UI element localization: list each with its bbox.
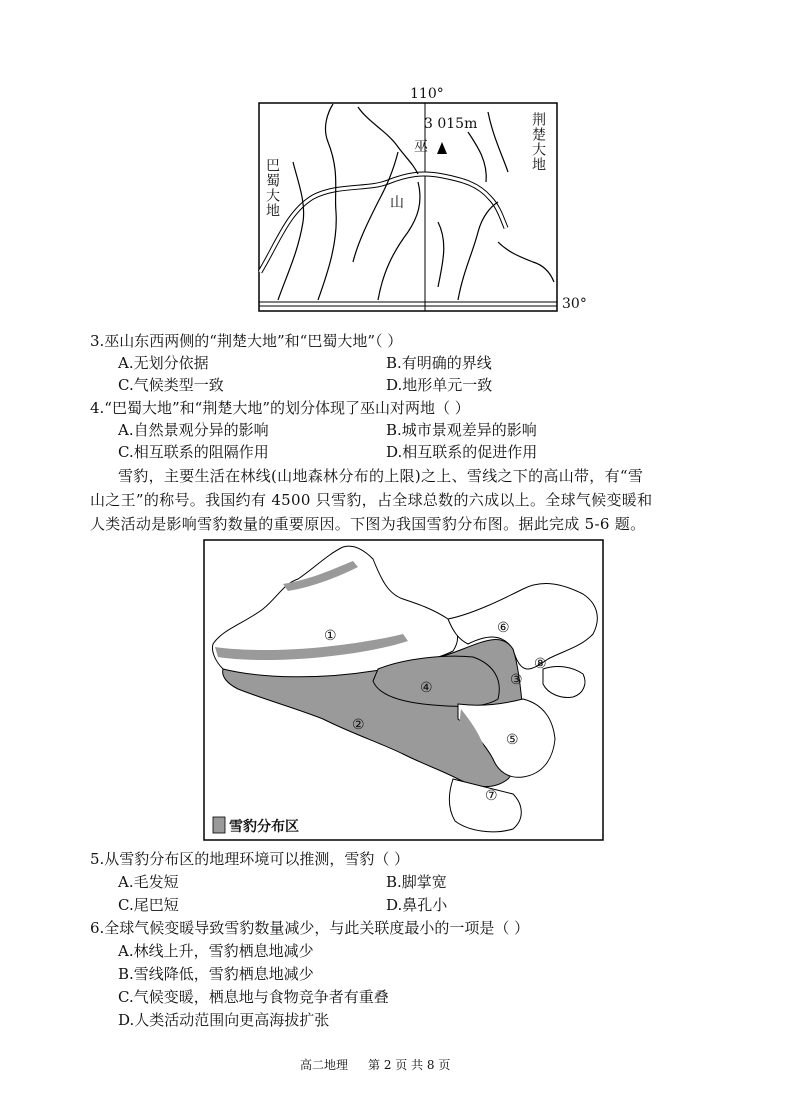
region-8-label: ⑧ xyxy=(534,656,547,672)
shan-label: 山 xyxy=(390,195,404,211)
region-2-label: ② xyxy=(352,717,365,733)
region-5-label: ⑤ xyxy=(506,732,519,748)
peak-marker-icon xyxy=(437,142,447,154)
region-1-label: ① xyxy=(324,628,337,644)
legend-label: 雪豹分布区 xyxy=(229,819,299,835)
question-3-option-a[interactable]: A.无划分依据 xyxy=(118,354,209,372)
footer-page-number: 第 2 页 共 8 页 xyxy=(368,1058,451,1072)
question-3-option-c[interactable]: C.气候类型一致 xyxy=(118,376,224,394)
question-4-option-d[interactable]: D.相互联系的促进作用 xyxy=(386,443,538,461)
question-5-option-b[interactable]: B.脚掌宽 xyxy=(386,873,447,891)
question-6-option-a[interactable]: A.林线上升，雪豹栖息地减少 xyxy=(118,942,314,960)
wushan-map-drawing xyxy=(258,102,558,312)
passage-line-3: 人类活动是影响雪豹数量的重要原因。下图为我国雪豹分布图。据此完成 5-6 题。 xyxy=(90,515,646,533)
question-4-option-b[interactable]: B.城市景观差异的影响 xyxy=(386,421,537,439)
right-region-label: 荆楚大地 xyxy=(530,112,546,172)
question-5-option-c[interactable]: C.尾巴短 xyxy=(118,896,179,914)
region-6-label: ⑥ xyxy=(497,620,510,636)
snow-leopard-map-drawing xyxy=(203,539,604,841)
question-5-stem: 5.从雪豹分布区的地理环境可以推测，雪豹（ ） xyxy=(90,850,410,868)
region-3-label: ③ xyxy=(510,672,523,688)
question-4-stem: 4.“巴蜀大地”和“荆楚大地”的划分体现了巫山对两地（ ） xyxy=(90,399,470,417)
question-3-stem: 3.巫山东西两侧的“荆楚大地”和“巴蜀大地”（ ） xyxy=(90,332,403,350)
question-4-option-a[interactable]: A.自然景观分异的影响 xyxy=(118,421,269,439)
question-5-option-d[interactable]: D.鼻孔小 xyxy=(386,896,448,914)
passage-line-2: 山之王”的称号。我国约有 4500 只雪豹，占全球总数的六成以上。全球气候变暖和 xyxy=(90,491,653,509)
region-7-label: ⑦ xyxy=(485,788,498,804)
question-3-option-b[interactable]: B.有明确的界线 xyxy=(386,354,492,372)
lat-label: 30° xyxy=(562,296,587,312)
question-5-option-a[interactable]: A.毛发短 xyxy=(118,873,179,891)
question-4-option-c[interactable]: C.相互联系的阻隔作用 xyxy=(118,443,269,461)
question-6-option-d[interactable]: D.人类活动范围向更高海拔扩张 xyxy=(118,1011,330,1029)
question-6-stem: 6.全球气候变暖导致雪豹数量减少，与此关联度最小的一项是（ ） xyxy=(90,919,530,937)
wu-label: 巫 xyxy=(414,139,428,155)
question-3-option-d[interactable]: D.地形单元一致 xyxy=(386,376,493,394)
question-6-option-b[interactable]: B.雪线降低，雪豹栖息地减少 xyxy=(118,965,314,983)
peak-label: 3 015m xyxy=(424,116,478,132)
legend-swatch xyxy=(213,817,225,833)
snow-leopard-map xyxy=(203,539,604,841)
left-region-label: 巴蜀大地 xyxy=(264,158,280,218)
lon-label: 110° xyxy=(410,86,444,102)
wushan-map xyxy=(258,102,558,312)
region-4-label: ④ xyxy=(420,680,433,696)
passage-line-1: 雪豹，主要生活在林线(山地森林分布的上限)之上、雪线之下的高山带，有“雪 xyxy=(118,467,644,485)
footer-subject: 高二地理 xyxy=(300,1058,349,1072)
question-6-option-c[interactable]: C.气候变暖，栖息地与食物竞争者有重叠 xyxy=(118,988,389,1006)
